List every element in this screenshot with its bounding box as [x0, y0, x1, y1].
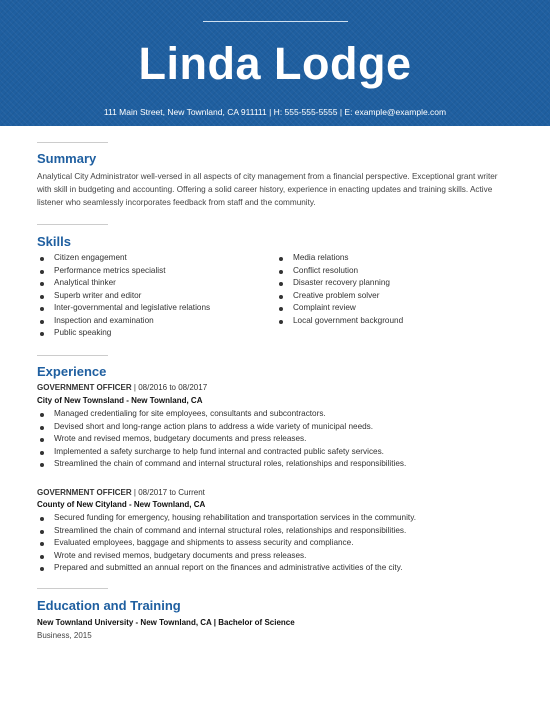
job-bullet: Devised short and long-range action plans to address a wide variety of municipal needs.	[37, 421, 406, 434]
job-employer: County of New Cityland - New Townland, CA	[37, 500, 206, 509]
summary-title: Summary	[37, 151, 97, 166]
skill-item: Creative problem solver	[276, 290, 403, 303]
experience-title: Experience	[37, 364, 107, 379]
skill-item: Complaint review	[276, 302, 403, 315]
job-bullet: Wrote and revised memos, budgetary documents and press releases.	[37, 433, 406, 446]
job-employer: City of New Townsland - New Townland, CA	[37, 396, 203, 405]
job-title-line	[37, 488, 205, 497]
skill-item: Inspection and examination	[37, 315, 210, 328]
header-rule	[203, 21, 348, 22]
skills-list-left	[37, 252, 210, 340]
skill-item: Local government background	[276, 315, 403, 328]
section-divider	[37, 224, 108, 225]
job-bullet: Prepared and submitted an annual report on the finances and administrative activities of the city.	[37, 562, 416, 575]
job-title-line	[37, 383, 207, 392]
skill-item: Citizen engagement	[37, 252, 210, 265]
skill-item: Conflict resolution	[276, 265, 403, 278]
job-role: GOVERNMENT OFFICER	[37, 488, 132, 497]
skill-item: Superb writer and editor	[37, 290, 210, 303]
skill-item: Media relations	[276, 252, 403, 265]
skill-item: Public speaking	[37, 327, 210, 340]
skills-list-right	[276, 252, 403, 327]
skill-item: Analytical thinker	[37, 277, 210, 290]
resume-header	[0, 0, 550, 126]
skills-title: Skills	[37, 234, 71, 249]
education-detail: Business, 2015	[37, 631, 92, 640]
contact-info: 111 Main Street, New Townland, CA 911111 | H: 555-555-5555 | E: example@example.com	[103, 107, 447, 117]
job-bullet: Secured funding for emergency, housing rehabilitation and transportation services in the community.	[37, 512, 416, 525]
job-dates: | 08/2017 to Current	[131, 488, 205, 497]
job-bullet: Streamlined the chain of command and internal structural roles, relationships and responsibilities.	[37, 525, 416, 538]
candidate-name: Linda Lodge	[138, 38, 412, 89]
job-bullet: Evaluated employees, baggage and shipments to assess security and compliance.	[37, 537, 416, 550]
job-dates: | 08/2016 to 08/2017	[131, 383, 208, 392]
job-bullets	[37, 512, 416, 575]
job-role: GOVERNMENT OFFICER	[37, 383, 132, 392]
job-bullet: Implemented a safety surcharge to help fund internal and contracted public safety services.	[37, 446, 406, 459]
section-divider	[37, 142, 108, 143]
skill-item: Inter-governmental and legislative relations	[37, 302, 210, 315]
education-title: Education and Training	[37, 598, 181, 613]
section-divider	[37, 588, 108, 589]
skill-item: Disaster recovery planning	[276, 277, 403, 290]
job-bullets	[37, 408, 406, 471]
job-bullet: Streamlined the chain of command and internal structural roles, relationships and responsibilities.	[37, 458, 406, 471]
skill-item: Performance metrics specialist	[37, 265, 210, 278]
education-school: New Townland University - New Townland, CA | Bachelor of Science	[37, 618, 295, 627]
job-bullet: Managed credentialing for site employees, consultants and subcontractors.	[37, 408, 406, 421]
section-divider	[37, 355, 108, 356]
job-bullet: Wrote and revised memos, budgetary documents and press releases.	[37, 550, 416, 563]
summary-text: Analytical City Administrator well-versed in all aspects of city management from a financial perspective. Exceptional grant writer with skill in budgeting and accounting. Offering a solid career history, experience in enacting updates and training skills. Active listener who seamlessly incorporates feedback from staff and the community.	[37, 172, 498, 207]
